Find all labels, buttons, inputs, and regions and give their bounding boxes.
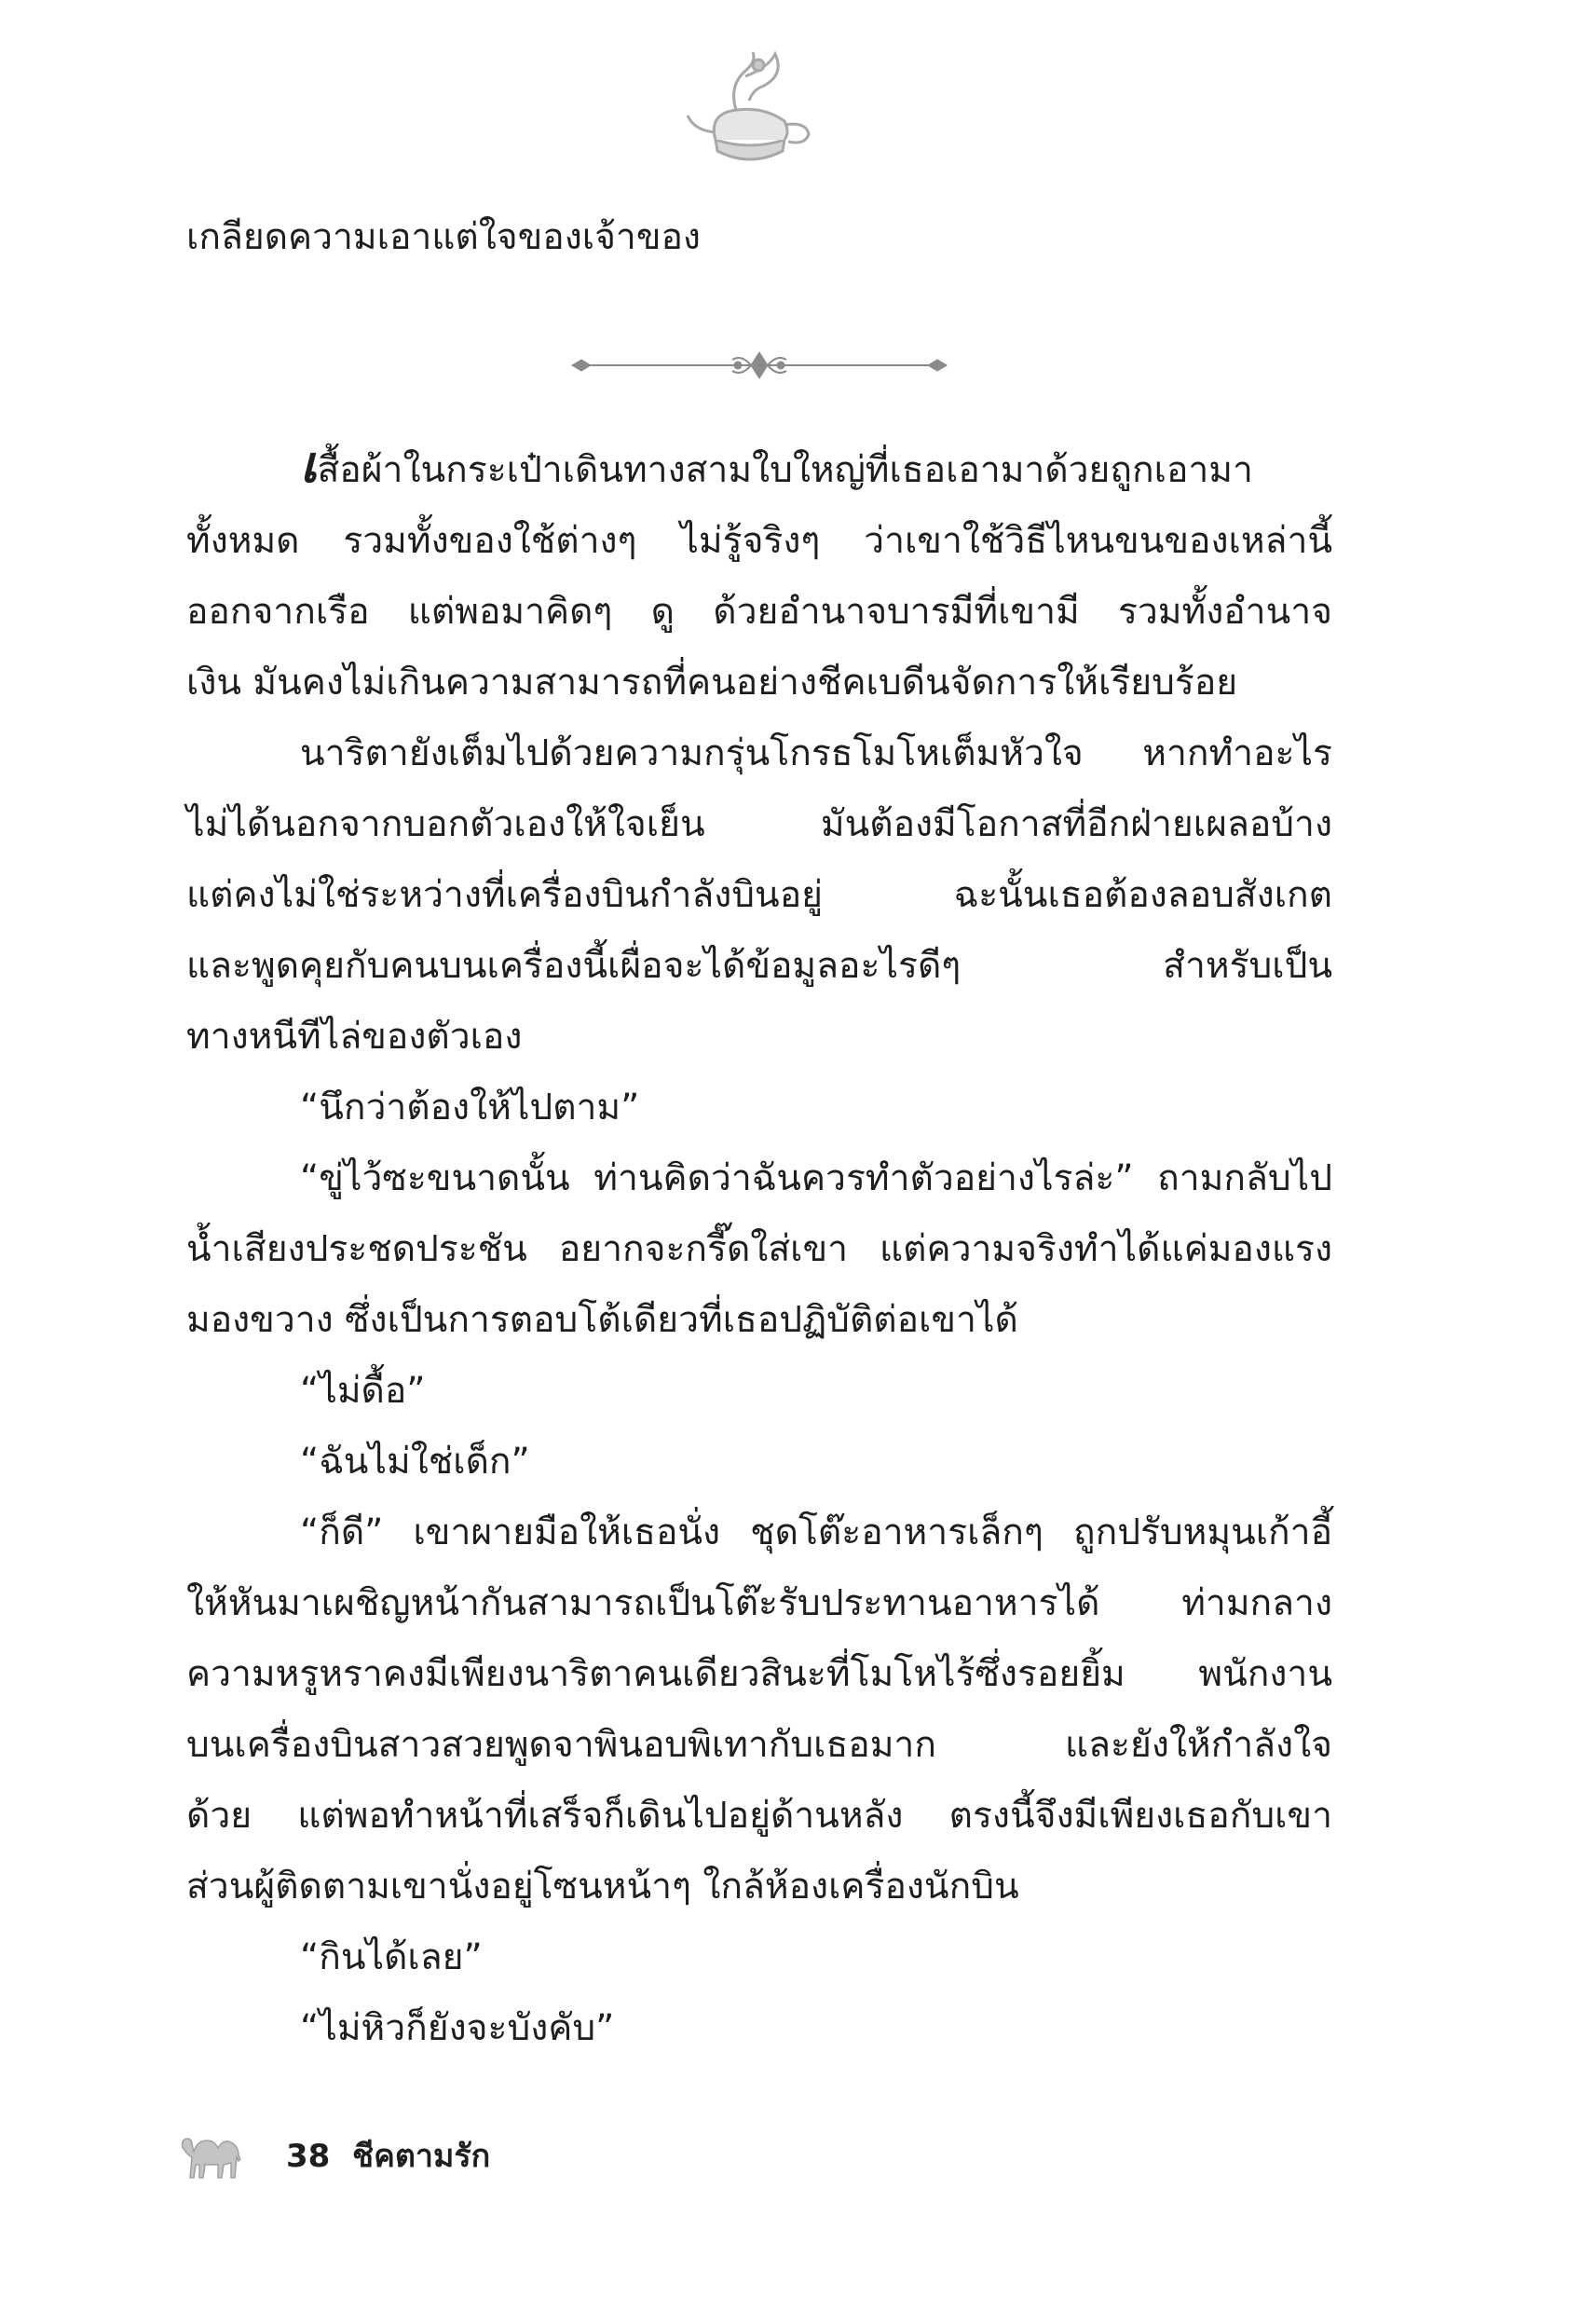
dialogue-line: “นึกว่าต้องให้ไปตาม” bbox=[300, 1087, 640, 1128]
dialogue-line: “ไม่ดื้อ” bbox=[300, 1370, 426, 1412]
paragraph-2-line-3: แต่คงไม่ใช่ระหว่างที่เครื่องบินกำลังบินอยู่ ฉะนั้นเธอต้องลอบสังเกต bbox=[186, 874, 1332, 916]
paragraph-1-line-2: ทั้งหมด รวมทั้งของใช้ต่างๆ ไม่รู้จริงๆ ว่าเขาใช้วิธีไหนขนของเหล่านี้ bbox=[186, 520, 1332, 562]
ornamental-divider-icon bbox=[568, 347, 950, 384]
paragraph-4-line-2: ให้หันมาเผชิญหน้ากันสามารถเป็นโต๊ะรับประทานอาหารได้ ท่ามกลาง bbox=[186, 1582, 1332, 1624]
paragraph-2-line-4: และพูดคุยกับคนบนเครื่องนี้เผื่อจะได้ข้อมูลอะไรดีๆ สำหรับเป็น bbox=[186, 945, 1332, 987]
paragraph-4-line-3: ความหรูหราคงมีเพียงนาริตาคนเดียวสินะที่โมโหไร้ซึ่งรอยยิ้ม พนักงาน bbox=[186, 1653, 1332, 1695]
paragraph-1-line-1: เสื้อผ้าในกระเป๋าเดินทางสามใบใหญ่ที่เธอเอามาด้วยถูกเอามา bbox=[300, 434, 1253, 494]
paragraph-1-line-4: เงิน มันคงไม่เกินความสามารถที่คนอย่างชีคเบดีนจัดการให้เรียบร้อย bbox=[186, 662, 1238, 704]
genie-lamp-icon bbox=[680, 48, 820, 170]
page-number: 38 bbox=[286, 2138, 331, 2175]
paragraph-4-line-5: ด้วย แต่พอทำหน้าที่เสร็จก็เดินไปอยู่ด้านหลัง ตรงนี้จึงมีเพียงเธอกับเขา bbox=[186, 1795, 1332, 1837]
paragraph-3-line-3: มองขวาง ซึ่งเป็นการตอบโต้เดียวที่เธอปฏิบัติต่อเขาได้ bbox=[186, 1299, 1018, 1341]
camel-icon bbox=[177, 2127, 252, 2183]
paragraph-3-line-2: น้ำเสียงประชดประชัน อยากจะกรี๊ดใส่เขา แต่ความจริงทำได้แค่มองแรง bbox=[186, 1228, 1332, 1270]
drop-cap: เ bbox=[300, 434, 318, 494]
paragraph-3-line-1: “ขู่ไว้ซะขนาดนั้น ท่านคิดว่าฉันควรทำตัวอย่างไรล่ะ” ถามกลับไป bbox=[300, 1157, 1332, 1199]
dialogue-line: “ไม่หิวก็ยังจะบังคับ” bbox=[300, 2007, 615, 2049]
paragraph-2-line-2: ไม่ได้นอกจากบอกตัวเองให้ใจเย็น มันต้องมีโอกาสที่อีกฝ่ายเผลอบ้าง bbox=[186, 803, 1332, 845]
opening-line: เกลียดความเอาแต่ใจของเจ้าของ bbox=[186, 216, 701, 258]
paragraph-2-line-1: นาริตายังเต็มไปด้วยความกรุ่นโกรธโมโหเต็มหัวใจ หากทำอะไร bbox=[300, 732, 1332, 774]
paragraph-4-line-4: บนเครื่องบินสาวสวยพูดจาพินอบพิเทากับเธอมาก และยังให้กำลังใจ bbox=[186, 1724, 1332, 1766]
book-title: ชีคตามรัก bbox=[352, 2138, 491, 2175]
dialogue-line: “ฉันไม่ใช่เด็ก” bbox=[300, 1441, 530, 1483]
paragraph-2-line-5: ทางหนีทีไล่ของตัวเอง bbox=[186, 1016, 523, 1058]
paragraph-1-line-3: ออกจากเรือ แต่พอมาคิดๆ ดู ด้วยอำนาจบารมีที่เขามี รวมทั้งอำนาจ bbox=[186, 591, 1332, 633]
paragraph-4-line-6: ส่วนผู้ติดตามเขานั่งอยู่โซนหน้าๆ ใกล้ห้องเครื่องนักบิน bbox=[186, 1866, 1019, 1908]
dialogue-line: “กินได้เลย” bbox=[300, 1936, 483, 1978]
paragraph-4-line-1: “ก็ดี” เขาผายมือให้เธอนั่ง ชุดโต๊ะอาหารเล็กๆ ถูกปรับหมุนเก้าอี้ bbox=[300, 1511, 1332, 1553]
